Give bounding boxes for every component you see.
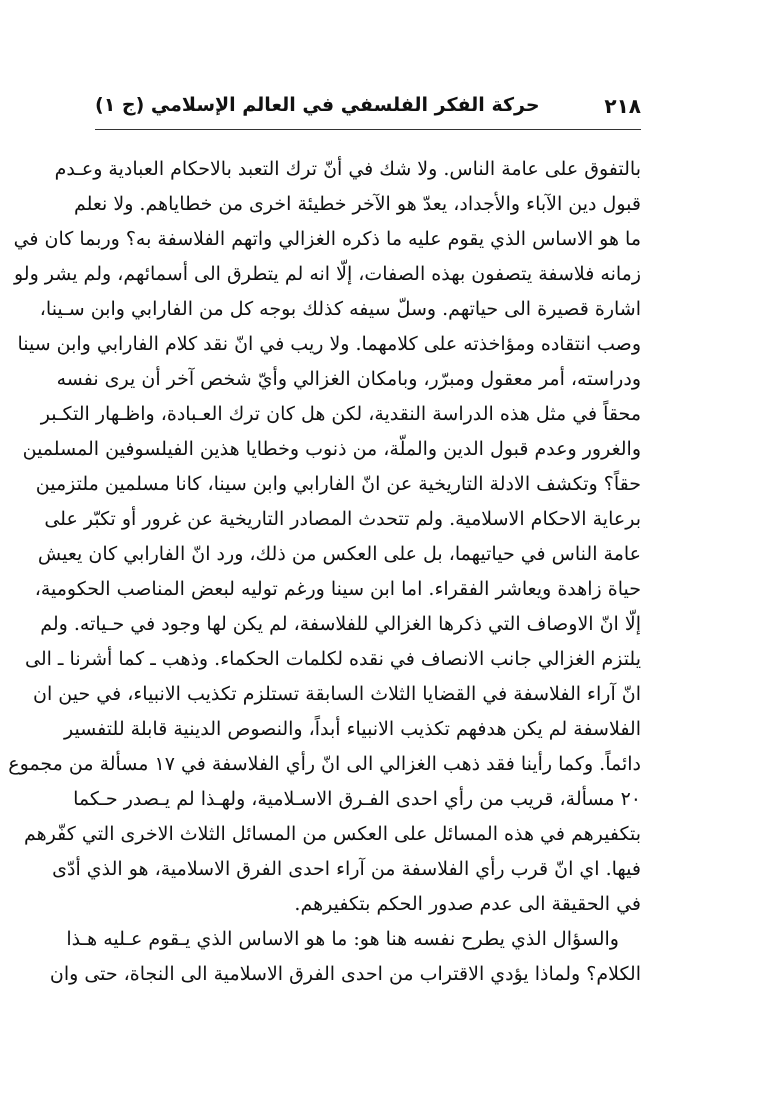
text-line: زمانه فلاسفة يتصفون بهذه الصفات، إلّا انه لم يتطرق الى أسمائهم، ولم يشر ولو xyxy=(13,263,641,285)
body-text xyxy=(8,152,641,992)
paragraph-1 xyxy=(8,152,641,922)
text-line: دائماً. وكما رأينا فقد ذهب الغزالي الى انّ رأي الفلاسفة في ١٧ مسألة من مجموع xyxy=(8,753,641,775)
header-divider xyxy=(95,129,641,130)
text-line: والغرور وعدم قبول الدين والملّة، من ذنوب وخطايا هذين الفيلسوفين المسلمين xyxy=(22,438,641,460)
page-header xyxy=(95,92,641,126)
text-line: وصب انتقاده ومؤاخذته على كلامهما. ولا ريب في انّ نقد كلام الفارابي وابن سينا xyxy=(17,333,641,355)
text-line: إلّا انّ الاوصاف التي ذكرها الغزالي للفلاسفة، لم يكن لها وجود في حـياته. ولم xyxy=(40,613,641,635)
text-line: قبول دين الآباء والأجداد، يعدّ هو الآخر خطيئة اخرى من خطاياهم. ولا نعلم xyxy=(73,193,641,215)
page-number: ٢١٨ xyxy=(604,94,641,118)
text-line: فيها. اي انّ قرب رأي الفلاسفة من آراء احدى الفرق الاسلامية، هو الذي أدّى xyxy=(52,858,641,880)
text-line: حياة زاهدة ويعاشر الفقراء. اما ابن سينا ورغم توليه لبعض المناصب الحكومية، xyxy=(34,578,641,600)
text-line: عامة الناس في حياتيهما، بل على العكس من ذلك، ورد انّ الفارابي كان يعيش xyxy=(37,543,641,565)
text-line: ما هو الاساس الذي يقوم عليه ما ذكره الغزالي واتهم الفلاسفة به؟ وربما كان في xyxy=(13,228,641,250)
running-title: حركة الفكر الفلسفي في العالم الإسلامي (ج ١) xyxy=(95,94,540,116)
text-line: في الحقيقة الى عدم صدور الحكم بتكفيرهم. xyxy=(294,893,641,915)
text-line: يلتزم الغزالي جانب الانصاف في نقده لكلمات الحكماء. وذهب ـ كما أشرنا ـ الى xyxy=(24,648,641,670)
text-line: بالتفوق على عامة الناس. ولا شك في أنّ ترك التعبد بالاحكام العبادية وعـدم xyxy=(54,158,641,180)
text-line: والسؤال الذي يطرح نفسه هنا هو: ما هو الاساس الذي يـقوم عـليه هـذا xyxy=(66,928,619,950)
text-line: ودراسته، أمر معقول ومبرّر، وبامكان الغزالي وأيّ شخص آخر أن يرى نفسه xyxy=(56,368,641,390)
text-line: انّ آراء الفلاسفة في القضايا الثلاث السابقة تستلزم تكذيب الانبياء، في حين ان xyxy=(33,683,641,705)
text-line: بتكفيرهم في هذه المسائل على العكس من المسائل الثلاث الاخرى التي كفّرهم xyxy=(24,823,641,845)
paragraph-2 xyxy=(49,922,641,992)
text-line: محقاً في مثل هذه الدراسة النقدية، لكن هل كان ترك العـبادة، واظـهار التكـبر xyxy=(40,403,641,425)
text-line: حقاً؟ وتكشف الادلة التاريخية عن انّ الفارابي وابن سينا، كانا مسلمين ملتزمين xyxy=(35,473,641,495)
text-line: الفلاسفة لم يكن هدفهم تكذيب الانبياء أبداً، والنصوص الدينية قابلة للتفسير xyxy=(64,718,641,740)
text-line: اشارة قصيرة الى حياتهم. وسلّ سيفه كذلك بوجه كل من الفارابي وابن سـينا، xyxy=(39,298,641,320)
text-line: ٢٠ مسألة، قريب من رأي احدى الفـرق الاسـلامية، ولهـذا لم يـصدر حـكما xyxy=(73,788,641,810)
text-line: الكلام؟ ولماذا يؤدي الاقتراب من احدى الفرق الاسلامية الى النجاة، حتى وان xyxy=(49,963,641,985)
text-line: برعاية الاحكام الاسلامية. ولم تتحدث المصادر التاريخية عن غرور أو تكبّر على xyxy=(44,508,641,530)
